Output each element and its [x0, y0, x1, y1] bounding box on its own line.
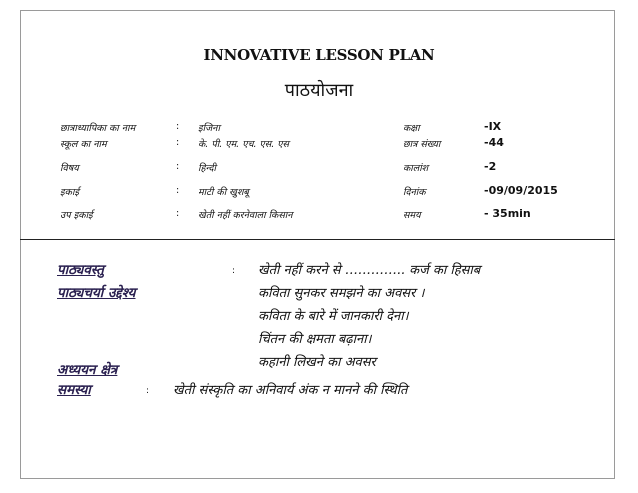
info-label-right: समय — [403, 210, 421, 221]
info-value: माटी की खुशबू — [198, 187, 249, 198]
info-row-school — [0, 137, 638, 153]
info-value: खेती नहीं करनेवाला किसान — [198, 210, 293, 221]
info-value-right: -44 — [484, 136, 504, 149]
info-value-right: -2 — [484, 160, 497, 173]
info-label-right: कालांश — [403, 163, 429, 174]
info-value: हिन्दी — [198, 163, 216, 174]
pathyavastu-separator: : — [232, 266, 236, 276]
section-divider — [20, 239, 615, 240]
info-row-subject — [0, 161, 638, 177]
page-subtitle: पाठयोजना — [284, 80, 354, 101]
info-label: विषय — [60, 163, 79, 174]
pathyavastu-value: खेती नहीं करने से ………….. कर्ज का हिसाब — [258, 263, 481, 278]
objective-item: कहानी लिखने का अवसर — [258, 355, 376, 370]
info-value: इजिना — [198, 123, 220, 134]
samasya-value: खेती संस्कृति का अनिवार्य अंक न मानने की स्थिति — [173, 383, 408, 398]
info-row-teacher — [0, 121, 638, 137]
info-label: इकाई — [60, 187, 80, 198]
info-value-right: - 35min — [484, 207, 531, 220]
pathyavastu-heading: पाठ्यवस्तु — [57, 262, 104, 278]
info-label: स्कूल का नाम — [60, 139, 107, 150]
info-value: के. पी. एम. एच. एस. एस — [198, 139, 289, 150]
info-separator: : — [176, 208, 180, 219]
objective-item: कविता सुनकर समझने का अवसर । — [258, 286, 425, 301]
info-row-unit — [0, 185, 638, 201]
info-row-subunit — [0, 208, 638, 224]
adhyayan-heading: अध्ययन क्षेत्र — [57, 362, 118, 378]
objective-item: चिंतन की क्षमता बढ़ाना। — [258, 332, 372, 347]
info-label: छात्राध्यापिका का नाम — [60, 123, 136, 134]
samasya-heading: समस्या — [57, 382, 91, 398]
info-label-right: दिनांक — [403, 187, 426, 198]
info-separator: : — [176, 121, 180, 132]
info-value-right: -IX — [484, 120, 502, 133]
info-separator: : — [176, 185, 180, 196]
samasya-separator: : — [146, 386, 150, 396]
info-separator: : — [176, 161, 180, 172]
info-label: उप इकाई — [60, 210, 93, 221]
info-label-right: छात्र संख्या — [403, 139, 441, 150]
uddeshya-heading: पाठ्यचर्या उद्देश्य — [57, 285, 136, 301]
page-title: INNOVATIVE LESSON PLAN — [203, 46, 435, 64]
info-separator: : — [176, 137, 180, 148]
objective-item: कविता के बारे में जानकारी देना। — [258, 309, 409, 324]
info-label-right: कक्षा — [403, 123, 420, 134]
info-value-right: -09/09/2015 — [484, 184, 558, 197]
